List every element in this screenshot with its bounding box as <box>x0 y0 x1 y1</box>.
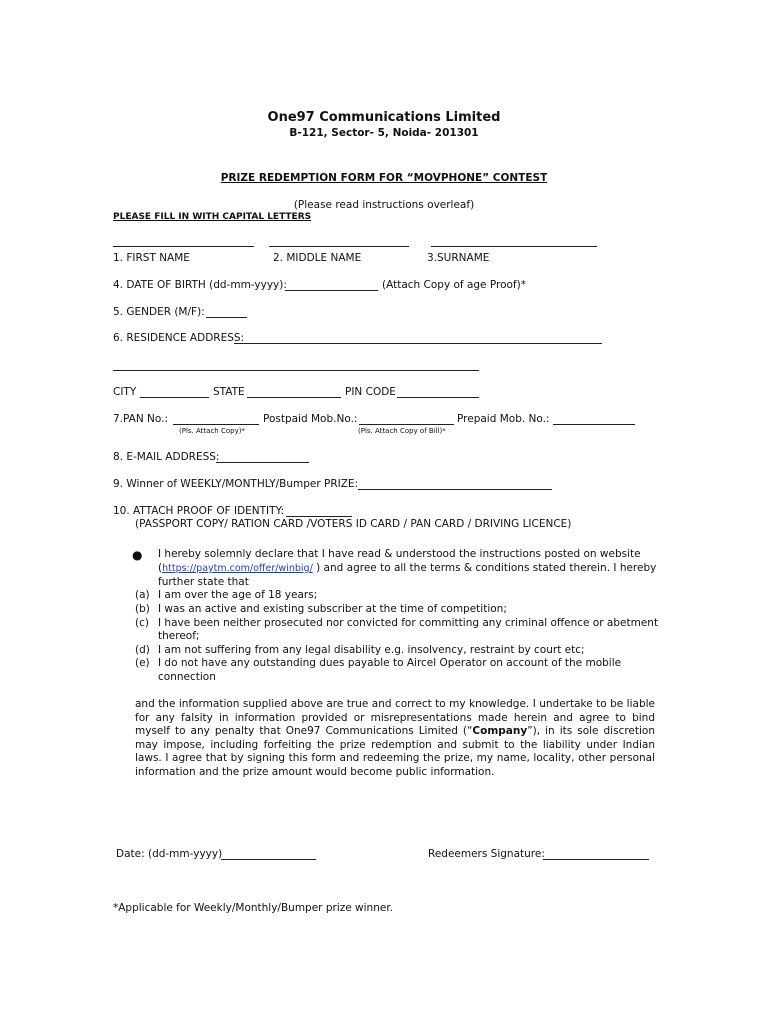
surname-field[interactable] <box>431 246 597 247</box>
dob-note: (Attach Copy of age Proof)* <box>382 279 526 291</box>
postpaid-field[interactable] <box>359 424 454 425</box>
residence-field[interactable] <box>234 343 602 344</box>
identity-field[interactable] <box>286 516 352 517</box>
declaration-line-3: further state that <box>158 576 249 588</box>
identity-label: 10. ATTACH PROOF OF IDENTITY: <box>113 505 285 517</box>
pan-note: (Pls. Attach Copy)* <box>179 427 245 435</box>
residence-label: 6. RESIDENCE ADDRESS: <box>113 332 245 344</box>
declaration-line-1: I hereby solemnly declare that I have read & understood the instructions posted on website <box>158 548 641 560</box>
form-title: PRIZE REDEMPTION FORM FOR “MOVPHONE” CONTEST <box>220 172 548 184</box>
list-item: (a) I am over the age of 18 years; <box>135 589 318 601</box>
state-label: STATE <box>213 386 245 398</box>
list-item: thereof; <box>158 630 200 642</box>
pan-field[interactable] <box>173 424 259 425</box>
first-name-field[interactable] <box>113 246 254 247</box>
city-label: CITY <box>113 386 137 398</box>
postpaid-label: Postpaid Mob.No.: <box>263 413 358 425</box>
middle-name-field[interactable] <box>269 246 409 247</box>
email-field[interactable] <box>216 462 309 463</box>
winner-field[interactable] <box>358 489 552 490</box>
footnote: *Applicable for Weekly/Monthly/Bumper prize winner. <box>113 902 394 914</box>
pin-code-field[interactable] <box>397 397 479 398</box>
date-field[interactable] <box>221 859 316 860</box>
city-field[interactable] <box>140 397 209 398</box>
capital-letters-note: PLEASE FILL IN WITH CAPITAL LETTERS <box>113 212 312 222</box>
list-item: (e) I do not have any outstanding dues payable to Aircel Operator on account of the mobile <box>135 657 622 669</box>
winner-label: 9. Winner of WEEKLY/MONTHLY/Bumper PRIZE: <box>113 478 359 490</box>
middle-name-label: 2. MIDDLE NAME <box>273 252 362 264</box>
bill-note: (Pls. Attach Copy of Bill)* <box>358 427 446 435</box>
bullet-icon: ● <box>132 548 143 562</box>
gender-field[interactable] <box>206 317 247 318</box>
dob-label: 4. DATE OF BIRTH (dd-mm-yyyy): <box>113 279 287 291</box>
list-item: connection <box>158 671 216 683</box>
dob-field[interactable] <box>285 290 378 291</box>
prepaid-label: Prepaid Mob. No.: <box>457 413 550 425</box>
email-label: 8. E-MAIL ADDRESS: <box>113 451 220 463</box>
residence-field-line-2[interactable] <box>113 370 479 371</box>
website-link[interactable]: https://paytm.com/offer/winbig/ <box>162 563 313 574</box>
signature-label: Redeemers Signature: <box>428 848 545 860</box>
list-item: (b) I was an active and existing subscriber at the time of competition; <box>135 603 507 615</box>
company-name: One97 Communications Limited <box>267 110 501 125</box>
list-item: (c) I have been neither prosecuted nor convicted for committing any criminal offence or abetment <box>135 617 659 629</box>
prepaid-field[interactable] <box>553 424 635 425</box>
declaration-line-2: (https://paytm.com/offer/winbig/ ) and agree to all the terms & conditions stated therein. I hereby <box>158 562 657 574</box>
declaration-paragraph: and the information supplied above are true and correct to my knowledge. I undertake to be liable for any falsity in information provided or misrepresentations made herein and agree to bind myself to any penalty that One97 Communications Limited (“Company”), in its sole discretion may impose, including forfeiting the prize redemption and submit to the liability under Indian laws. I agree that by signing this form and redeeming the prize, my name, locality, other personal information and the prize amount would become public information. <box>135 698 655 778</box>
identity-options: (PASSPORT COPY/ RATION CARD /VOTERS ID CARD / PAN CARD / DRIVING LICENCE) <box>135 518 572 530</box>
surname-label: 3.SURNAME <box>427 252 490 264</box>
signature-field[interactable] <box>543 859 649 860</box>
instructions-note: (Please read instructions overleaf) <box>293 199 475 211</box>
pin-code-label: PIN CODE <box>345 386 396 398</box>
company-address: B-121, Sector- 5, Noida- 201301 <box>289 127 479 139</box>
list-item: (d) I am not suffering from any legal disability e.g. insolvency, restraint by court etc; <box>135 644 585 656</box>
first-name-label: 1. FIRST NAME <box>113 252 190 264</box>
gender-label: 5. GENDER (M/F): <box>113 306 205 318</box>
state-field[interactable] <box>247 397 341 398</box>
pan-label: 7.PAN No.: <box>113 413 169 425</box>
date-label: Date: (dd-mm-yyyy) <box>116 848 223 860</box>
